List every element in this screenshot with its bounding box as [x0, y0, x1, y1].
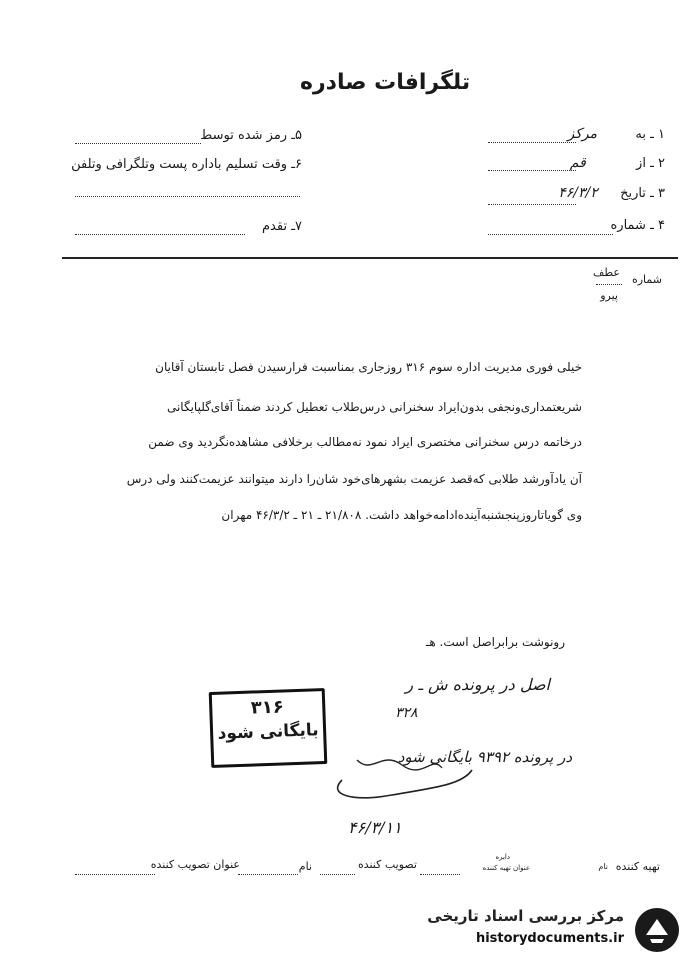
handwriting-ref-number: ۳۲۸ — [395, 705, 418, 721]
footer-dots-3 — [238, 873, 298, 875]
field-to-dots — [488, 141, 576, 143]
footer-circle: دایره — [495, 853, 510, 861]
watermark — [416, 905, 686, 955]
signature-scribble — [322, 740, 482, 810]
footer-title-prepared: عنوان تهیه کننده — [482, 864, 530, 872]
body-line-5: وی گویاتاروزپنجشنبه‌آینده‌ادامه‌خواهد داشت. ۲۱/۸۰۸ ـ ۲۱ ـ ۴۶/۳/۲ مهران — [221, 508, 582, 522]
handwriting-archive-note: اصل در پرونده ش ـ ر — [405, 675, 550, 694]
field-to-value: مرکز — [567, 126, 598, 142]
ref-number-label: شماره — [631, 273, 662, 286]
field-to-label: ۱ ـ به — [635, 127, 665, 142]
body-line-4: آن یادآورشد طلابی که‌قصد عزیمت بشهرهای‌خود شان‌را دارند میتوانند عزیمت‌کنند ولی درس — [126, 472, 582, 486]
stamp-text: بایگانی شود — [217, 720, 319, 744]
ref-peyro-label: پیرو — [600, 289, 618, 302]
footer-dots-4 — [75, 873, 155, 875]
footer-name-1: نام — [598, 862, 608, 871]
body-line-2: شریعتمداری‌ونجفی بدون‌ایراد سخنرانی درس‌طلاب تعطیل کردند ضمناً آقای‌گلپایگانی — [166, 400, 582, 414]
field-date — [558, 185, 665, 201]
copy-note: رونوشت برابراصل است. هـ — [425, 635, 565, 649]
footer-name-2: نام — [298, 860, 312, 873]
ref-atf-label: عطف — [593, 266, 620, 279]
ref-atf-dots — [596, 283, 622, 285]
field-date-value: ۴۶/۳/۲ — [558, 185, 598, 201]
field-encoded-dots — [75, 142, 201, 144]
stamp-number: ۳۱۶ — [250, 696, 285, 719]
field-from-label: ۲ ـ از — [636, 156, 665, 171]
handwriting-file-note: در پرونده ۹۳۹۲ بایگانی شود — [397, 748, 572, 766]
header-divider — [62, 257, 678, 259]
archive-logo-icon — [632, 905, 682, 955]
field-date-dots — [488, 203, 576, 205]
field-priority-dots — [75, 233, 245, 235]
body-line-1: خیلی فوری مدیریت اداره سوم ۳۱۶ روزجاری بمناسبت فرارسیدن فصل تابستان آقایان — [155, 360, 582, 374]
field-number-label: ۴ ـ شماره — [610, 218, 665, 233]
field-priority: ۷ـ تقدم — [262, 219, 302, 234]
page-title: تلگرافات صادره — [300, 70, 471, 95]
field-from-dots — [488, 169, 576, 171]
field-from — [570, 155, 665, 171]
field-delivery-dots-1 — [75, 195, 300, 197]
footer-title-approver: عنوان تصویب کننده — [150, 858, 240, 871]
field-to — [567, 126, 665, 142]
footer-approver: تصویب کننده — [357, 858, 417, 871]
footer-dots-1 — [420, 873, 460, 875]
handwriting-date: ۴۶/۳/۱۱ — [348, 818, 402, 837]
field-delivery-time: ۶ـ وقت تسلیم باداره پست وتلگرافی وتلفن — [71, 157, 302, 172]
field-encoded-by: ۵ـ رمز شده توسط — [200, 128, 302, 143]
field-number — [610, 218, 665, 233]
field-from-value: قم — [569, 155, 586, 171]
field-number-dots — [488, 233, 613, 235]
footer-prepared-by: تهیه کننده — [615, 860, 660, 873]
footer-dots-2 — [320, 873, 355, 875]
body-line-3: درخاتمه درس سخنرانی مختصری ایراد نمود نه‌مطالب برخلافی مشاهده‌نگردید وی ضمن — [148, 435, 582, 449]
archive-stamp — [209, 688, 328, 768]
watermark-org: مرکز بررسی اسناد تاریخی — [427, 907, 624, 925]
watermark-url: historydocuments.ir — [475, 931, 624, 946]
field-date-label: ۳ ـ تاریخ — [620, 186, 665, 201]
